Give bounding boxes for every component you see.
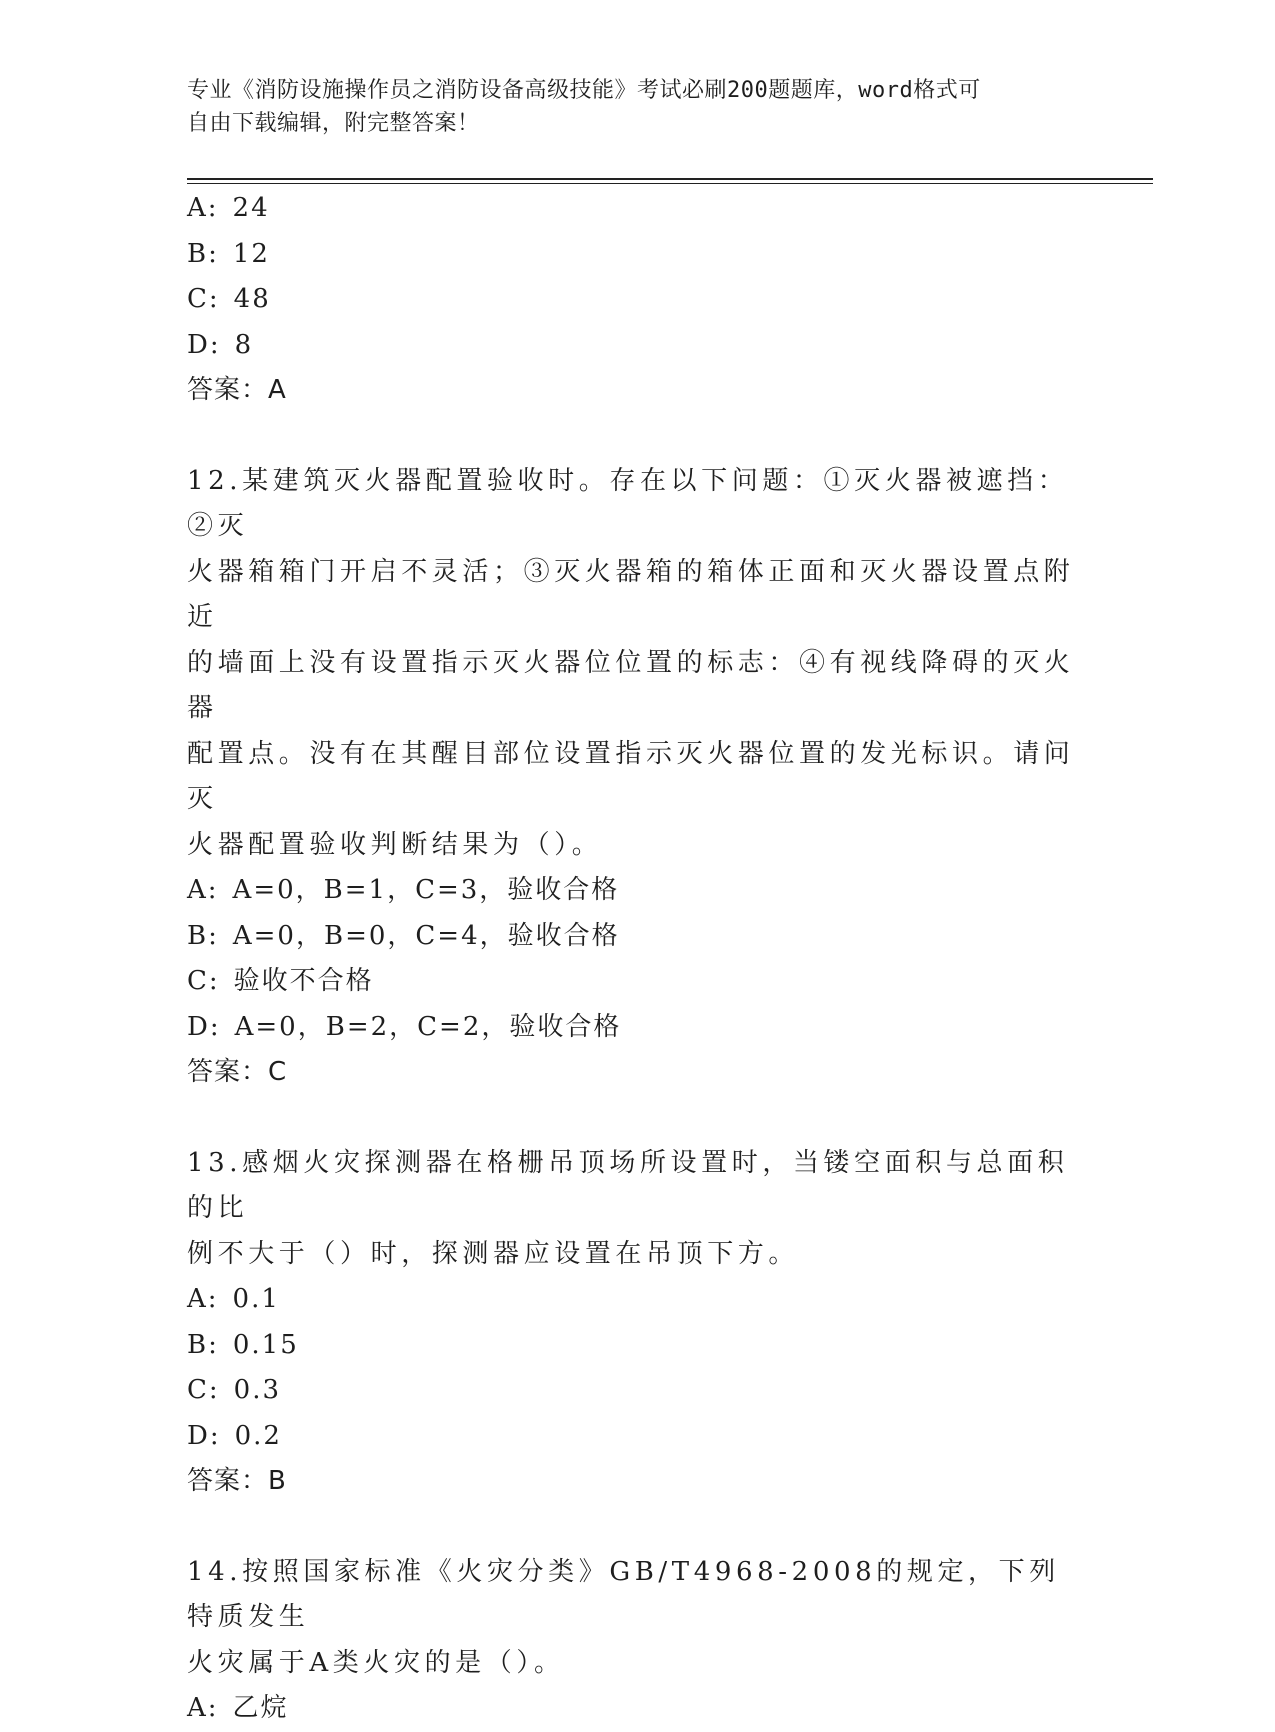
option-letter: D: bbox=[187, 1011, 221, 1042]
document-header bbox=[187, 74, 1067, 140]
question-spacer bbox=[187, 1505, 1087, 1550]
option-b bbox=[187, 1323, 1087, 1369]
question-text bbox=[187, 459, 1087, 869]
option-letter: A: bbox=[187, 1284, 219, 1314]
option-letter: C: bbox=[187, 966, 220, 996]
option-a bbox=[187, 1686, 1087, 1732]
answer-line: 答案：C bbox=[187, 1057, 288, 1087]
question-line: 12.某建筑灭火器配置验收时。存在以下问题：①灭火器被遮挡：②灭 bbox=[187, 465, 1069, 541]
answer-line: 答案：B bbox=[187, 1466, 287, 1496]
option-text: 0.1 bbox=[232, 1284, 280, 1314]
question-line: 火器配置验收判断结果为（）。 bbox=[187, 829, 603, 860]
header-rule-thin bbox=[187, 183, 1153, 184]
option-d bbox=[187, 323, 1087, 369]
option-d bbox=[187, 1005, 1087, 1051]
option-b bbox=[187, 914, 1087, 960]
option-text: A=0，B=1，C=3，验收合格 bbox=[232, 875, 620, 905]
question-text bbox=[187, 1550, 1087, 1687]
option-c bbox=[187, 1368, 1087, 1414]
option-text: 0.3 bbox=[233, 1375, 282, 1405]
option-letter: B: bbox=[187, 920, 219, 951]
option-c bbox=[187, 959, 1087, 1005]
header-rule-thick bbox=[187, 178, 1153, 180]
option-d bbox=[187, 1414, 1087, 1460]
question-block-11 bbox=[187, 186, 1087, 414]
option-text: 0.15 bbox=[232, 1329, 299, 1360]
option-letter: D: bbox=[187, 329, 221, 360]
option-text: 12 bbox=[232, 238, 270, 269]
question-line: 的墙面上没有设置指示灭火器位位置的标志：④有视线降碍的灭火器 bbox=[187, 647, 1075, 723]
question-line: 火器箱箱门开启不灵活；③灭火器箱的箱体正面和灭火器设置点附近 bbox=[187, 556, 1075, 632]
option-text: 48 bbox=[233, 284, 271, 314]
question-line: 配置点。没有在其醒目部位设置指示灭火器位置的发光标识。请问灭 bbox=[187, 738, 1075, 814]
option-text: A=0，B=2，C=2，验收合格 bbox=[234, 1011, 622, 1042]
question-line: 火灾属于A类火灾的是（）。 bbox=[187, 1647, 565, 1678]
option-b bbox=[187, 232, 1087, 278]
option-text: 24 bbox=[232, 193, 270, 223]
option-letter: A: bbox=[187, 1693, 219, 1723]
answer-line: 答案：A bbox=[187, 375, 287, 405]
option-letter: A: bbox=[187, 875, 219, 905]
header-line-1: 专业《消防设施操作员之消防设备高级技能》考试必刷200题题库，word格式可 bbox=[187, 78, 981, 103]
option-letter: A: bbox=[187, 193, 219, 223]
question-block-12 bbox=[187, 459, 1087, 1096]
question-list bbox=[187, 186, 1087, 1732]
option-text: 乙烷 bbox=[232, 1693, 289, 1723]
question-block-14 bbox=[187, 1550, 1087, 1732]
option-letter: C: bbox=[187, 1375, 220, 1405]
option-text: 0.2 bbox=[234, 1420, 282, 1451]
question-line: 14.按照国家标准《火灾分类》GB/T4968-2008的规定，下列特质发生 bbox=[187, 1556, 1060, 1632]
option-letter: B: bbox=[187, 238, 219, 269]
question-spacer bbox=[187, 414, 1087, 459]
option-text: 8 bbox=[234, 329, 254, 360]
question-block-13 bbox=[187, 1141, 1087, 1505]
option-text: 验收不合格 bbox=[233, 966, 374, 996]
question-text bbox=[187, 1141, 1087, 1278]
option-a bbox=[187, 1277, 1087, 1323]
option-a bbox=[187, 186, 1087, 232]
option-c bbox=[187, 277, 1087, 323]
question-line: 13.感烟火灾探测器在格栅吊顶场所设置时，当镂空面积与总面积的比 bbox=[187, 1147, 1069, 1223]
question-spacer bbox=[187, 1096, 1087, 1141]
option-letter: C: bbox=[187, 284, 220, 314]
option-text: A=0，B=0，C=4，验收合格 bbox=[232, 920, 620, 951]
option-a bbox=[187, 868, 1087, 914]
question-line: 例不大于（）时，探测器应设置在吊顶下方。 bbox=[187, 1238, 800, 1269]
header-line-2: 自由下载编辑，附完整答案！ bbox=[187, 111, 480, 136]
option-letter: B: bbox=[187, 1329, 219, 1360]
option-letter: D: bbox=[187, 1420, 221, 1451]
